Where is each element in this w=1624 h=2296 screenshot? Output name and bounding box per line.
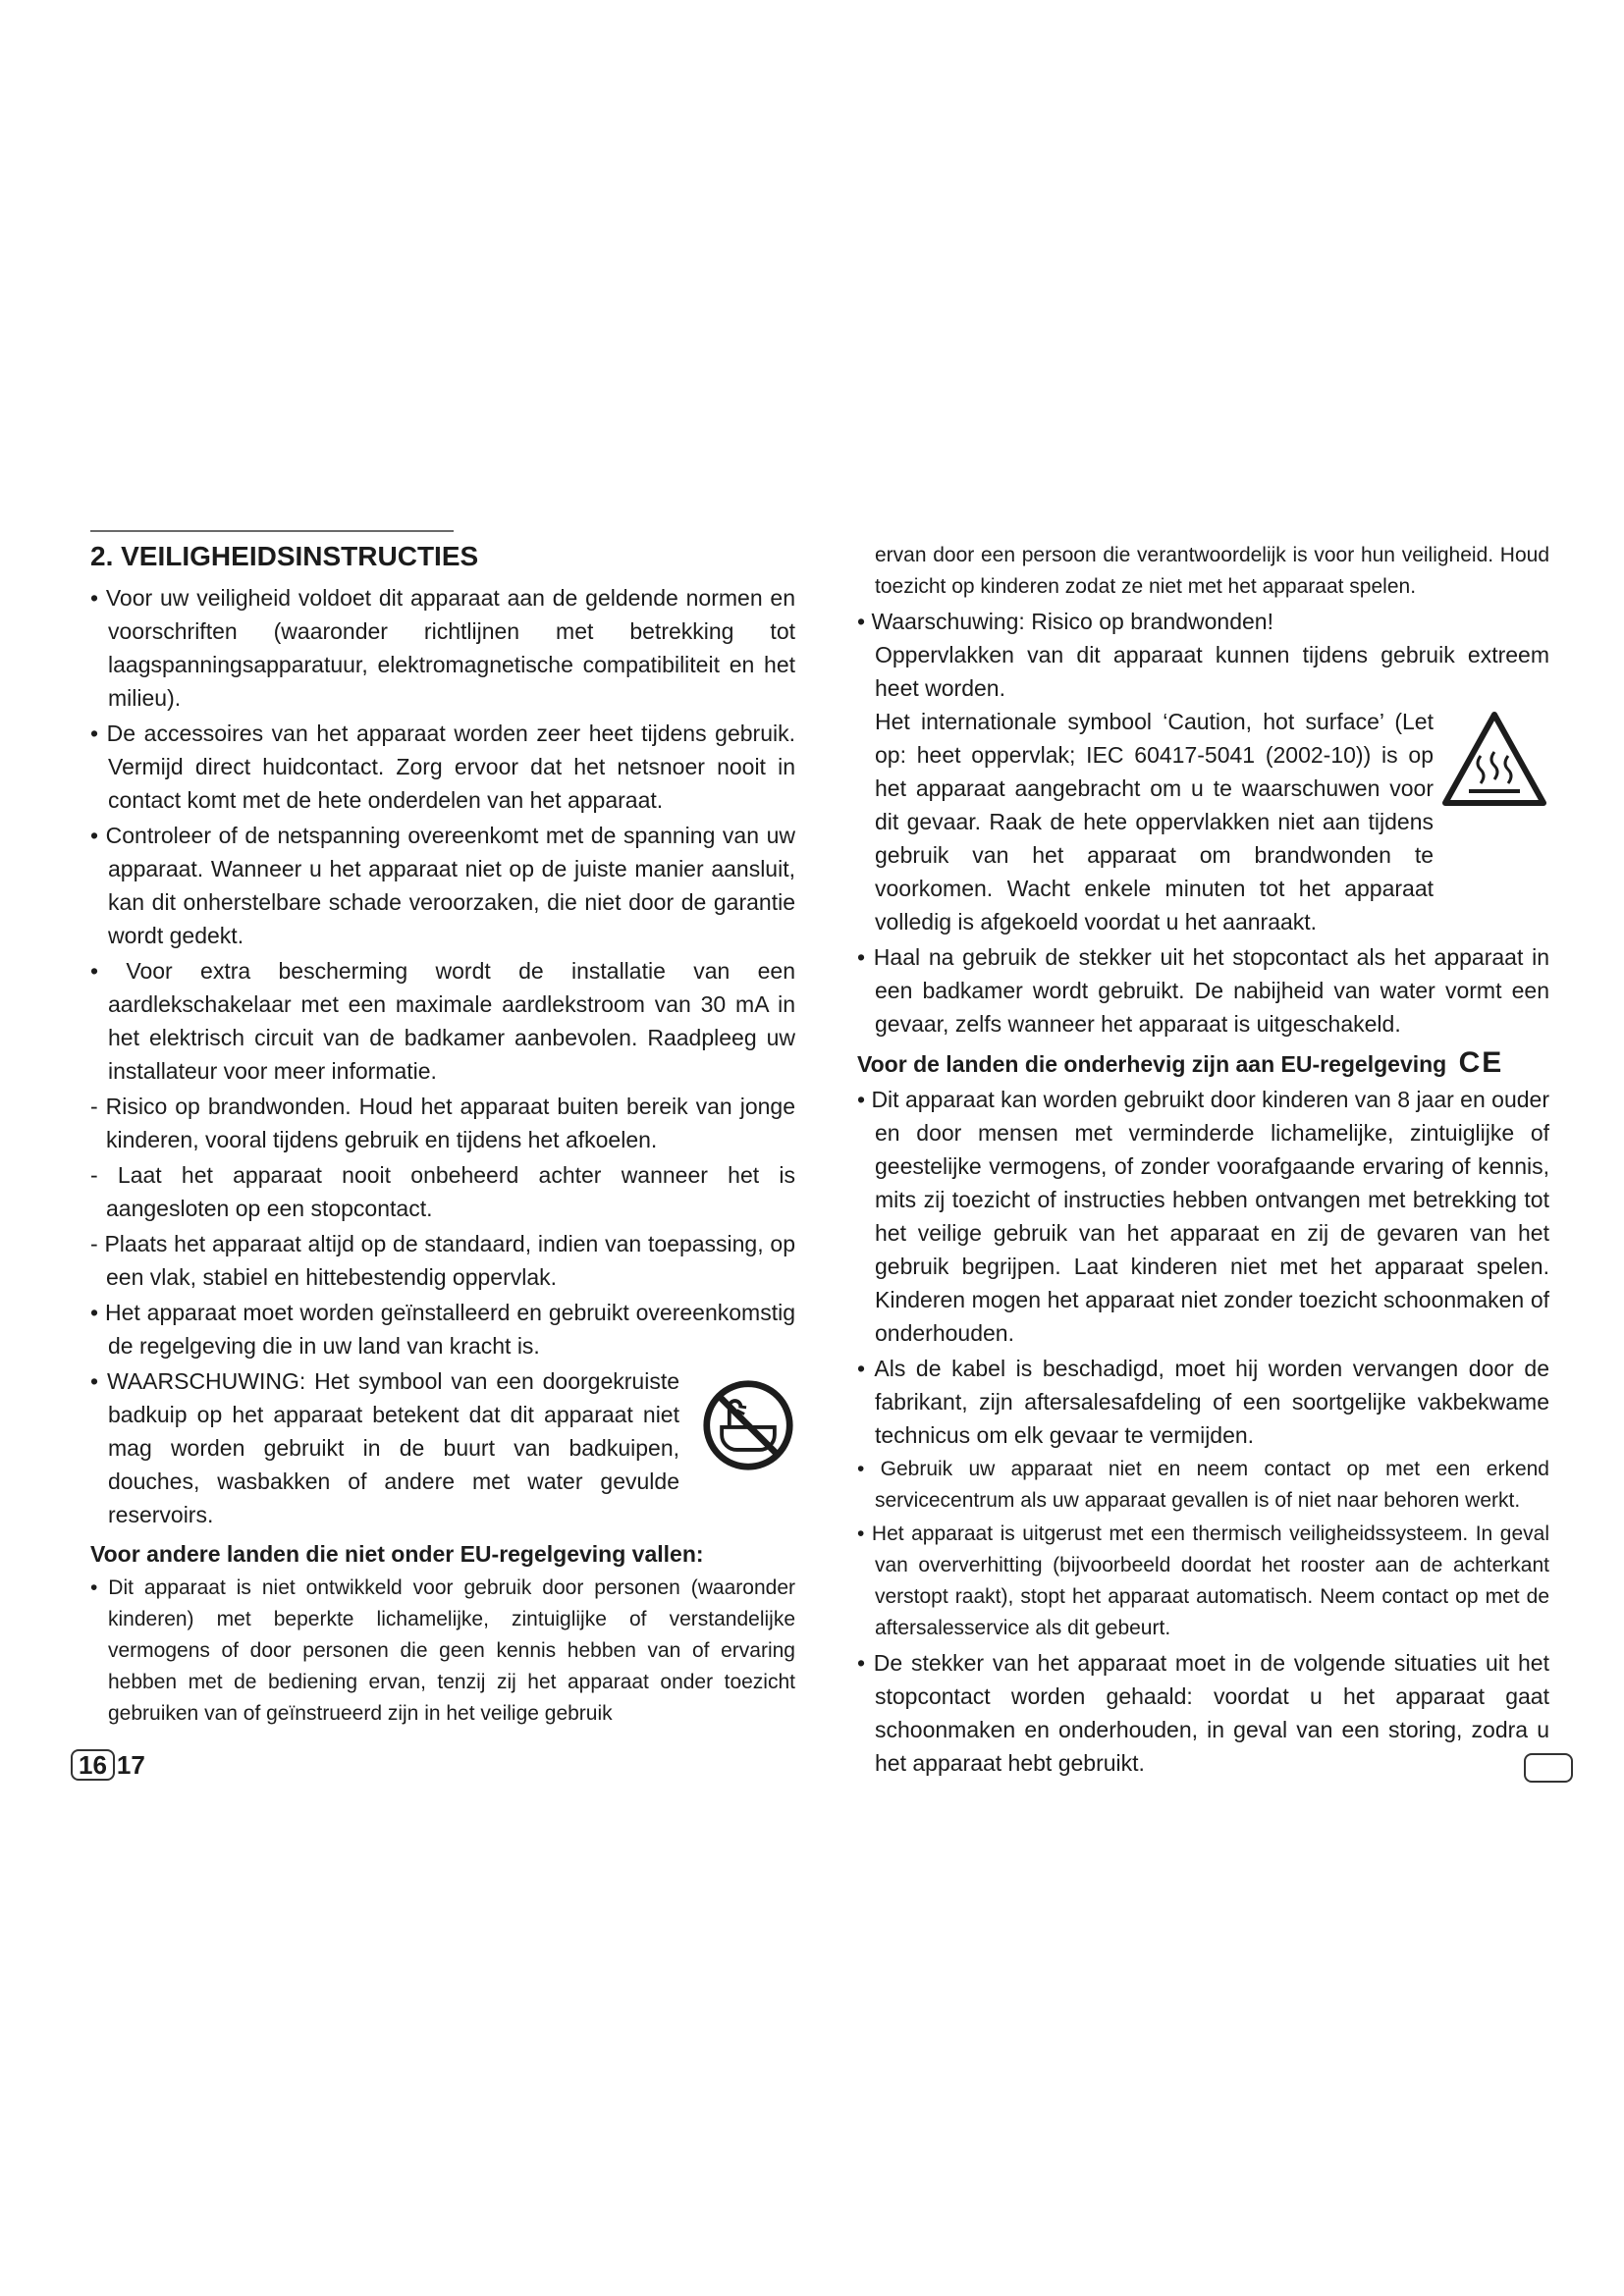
page-number-left: 16 [71, 1749, 115, 1781]
right-column [857, 540, 1549, 1780]
hot-surface-text: Het internationale symbool ‘Caution, hot surface’ (Let op: heet oppervlak; IEC 60417-5041 (2002-10)) is op het apparaat aangebracht om u te waarschuwen voor dit gevaar. Raak de hete oppervlakken niet aan tijdens gebruik van het apparaat om brandwonden te voorkomen. Wacht enkele minuten tot het apparaat volledig is afgekoeld voordat u het aanraakt. [875, 709, 1434, 934]
list-item: • De accessoires van het apparaat worden zeer heet tijdens gebruik. Vermijd direct huidcontact. Zorg ervoor dat het netsnoer nooit in contact komt met de hete onderdelen van het apparaat. [90, 721, 795, 813]
eu-subheading [857, 1046, 1549, 1081]
list-item: - Laat het apparaat nooit onbeheerd achter wanneer het is aangesloten op een stopcontact. [90, 1162, 795, 1221]
hot-surface-warning-icon [1439, 709, 1549, 811]
list-item: • Voor extra bescherming wordt de installatie van een aardlekschakelaar met een maximale aardlekstroom van 30 mA in het elektrisch circuit van de badkamer aanbevolen. Raadpleeg uw installateur voor meer informatie. [90, 958, 795, 1084]
list-item: • Dit apparaat kan worden gebruikt door kinderen van 8 jaar en ouder en door mensen met verminderde lichamelijke, zintuiglijke of geestelijke vermogens, of zonder voorafgaande ervaring of kennis, mits zij toezicht of instructies hebben ontvangen met betrekking tot het veilige gebruik van het apparaat en zij de gevaren van het gebruik begrijpen. Laat kinderen niet met het apparaat spelen. Kinderen mogen het apparaat niet zonder toezicht schoonmaken of onderhouden. [857, 1087, 1549, 1346]
continuation-text: ervan door een persoon die verantwoordelijk is voor hun veiligheid. Houd toezicht op kinderen zodat ze niet met het apparaat spelen. [875, 544, 1549, 598]
page-number-right: 17 [116, 1749, 145, 1780]
list-item: • Voor uw veiligheid voldoet dit apparaat aan de geldende normen en voorschriften (waaronder richtlijnen met betrekking tot laagspanningsapparatuur, elektromagnetische compatibiliteit en het milieu). [90, 585, 795, 711]
list-item: • Het apparaat is uitgerust met een thermisch veiligheidssysteem. In geval van oververhitting (bijvoorbeeld doordat het rooster aan de achterkant verstopt raakt), stopt het apparaat automatisch. Neem contact op met de aftersalesservice als dit gebeurt. [857, 1522, 1549, 1639]
warning-text: Oppervlakken van dit apparaat kunnen tijdens gebruik extreem heet worden. [875, 642, 1549, 701]
hot-surface-block [857, 705, 1549, 938]
heading-rule [90, 530, 454, 532]
list-item: • Als de kabel is beschadigd, moet hij worden vervangen door de fabrikant, zijn aftersalesafdeling of een soortgelijke vakbekwame technicus om elk gevaar te vermijden. [857, 1356, 1549, 1448]
list-item: • Dit apparaat is niet ontwikkeld voor gebruik door personen (waaronder kinderen) met beperkte lichamelijke, zintuiglijke of verstandelijke vermogens of door personen die geen kennis hebben van of ervaring hebben met de bediening ervan, tenzij zij het apparaat onder toezicht gebruiken van of geïnstrueerd zijn in het veilige gebruik [90, 1576, 795, 1725]
list-item: - Plaats het apparaat altijd op de standaard, indien van toepassing, op een vlak, stabiel en hittebestendig oppervlak. [90, 1231, 795, 1290]
list-item: - Risico op brandwonden. Houd het apparaat buiten bereik van jonge kinderen, vooral tijdens gebruik en tijdens het afkoelen. [90, 1094, 795, 1152]
bathtub-warning-item [90, 1364, 795, 1531]
no-bathtub-icon [701, 1378, 795, 1472]
list-item: • Haal na gebruik de stekker uit het stopcontact als het apparaat in een badkamer wordt gebruikt. De nabijheid van water vormt een gevaar, zelfs wanneer het apparaat is uitgeschakeld. [857, 944, 1549, 1037]
left-column [90, 530, 795, 1730]
list-item: • De stekker van het apparaat moet in de volgende situaties uit het stopcontact worden gehaald: voordat u het apparaat gaat schoonmaken en onderhouden, in geval van een storing, zodra u het apparaat hebt gebruikt. [857, 1650, 1549, 1776]
section-title: 2. VEILIGHEIDSINSTRUCTIES [90, 541, 479, 571]
list-item: • Het apparaat moet worden geïnstalleerd en gebruikt overeenkomstig de regelgeving die in uw land van kracht is. [90, 1300, 795, 1359]
ce-mark: CE [1458, 1046, 1504, 1079]
page-tab-marker [1524, 1753, 1573, 1783]
list-item-text: • WAARSCHUWING: Het symbool van een doorgekruiste badkuip op het apparaat betekent dat dit apparaat niet mag worden gebruikt in de buurt van badkuipen, douches, wasbakken of andere met water gevulde reservoirs. [90, 1368, 679, 1527]
warning-title: • Waarschuwing: Risico op brandwonden! [857, 609, 1273, 634]
page-numbers [71, 1749, 145, 1781]
eu-subheading-text: Voor de landen die onderhevig zijn aan EU-regelgeving [857, 1051, 1447, 1077]
list-item: • Controleer of de netspanning overeenkomt met de spanning van uw apparaat. Wanneer u het apparaat niet op de juiste manier aansluit, kan dit onherstelbare schade veroorzaken, die niet door de garantie wordt gedekt. [90, 823, 795, 948]
non-eu-subheading: Voor andere landen die niet onder EU-regelgeving vallen: [90, 1541, 704, 1567]
list-item: • Gebruik uw apparaat niet en neem contact op met een erkend servicecentrum als uw apparaat gevallen is of niet naar behoren werkt. [857, 1458, 1549, 1512]
